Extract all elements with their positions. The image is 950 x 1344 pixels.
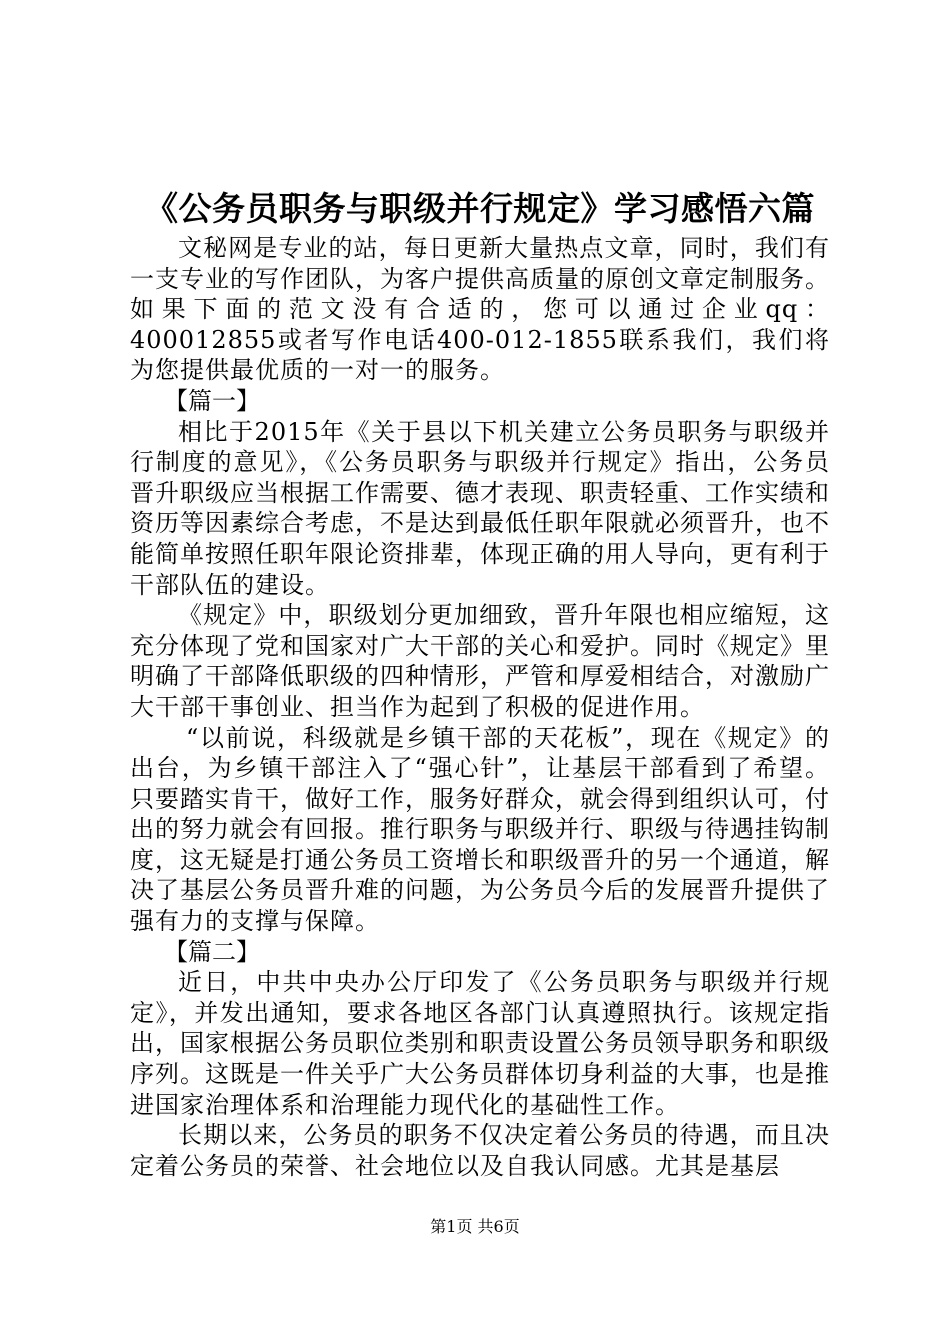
section-1-paragraph-1: 相比于2015年《关于县以下机关建立公务员职务与职级并行制度的意见》，《公务员职务与职级并行规定》指出，公务员晋升职级应当根据工作需要、德才表现、职责轻重、工作实绩和资历等因素综合考虑，不是达到最低任职年限就必须晋升，也不能简单按照任职年限论资排辈，体现正确的用人导向，更有利于干部队伍的建设。 (130, 417, 830, 599)
section-2-paragraph-1: 近日，中共中央办公厅印发了《公务员职务与职级并行规定》，并发出通知，要求各地区各部门认真遵照执行。该规定指出，国家根据公务员职位类别和职责设置公务员领导职务和职级序列。这既是一件关乎广大公务员群体切身利益的大事，也是推进国家治理体系和治理能力现代化的基础性工作。 (130, 968, 830, 1119)
section-heading-2: 【篇二】 (164, 937, 260, 966)
section-2-paragraph-2: 长期以来，公务员的职务不仅决定着公务员的待遇，而且决定着公务员的荣誉、社会地位以及自我认同感。尤其是基层 (130, 1121, 830, 1180)
section-heading-1: 【篇一】 (164, 386, 260, 415)
intro-paragraph: 文秘网是专业的站，每日更新大量热点文章，同时，我们有一支专业的写作团队，为客户提供高质量的原创文章定制服务。如果下面的范文没有合适的，您可以通过企业qq：400012855或者写作电话400-012-1855联系我们，我们将为您提供最优质的一对一的服务。 (130, 234, 830, 385)
section-1-paragraph-2: 《规定》中，职级划分更加细致，晋升年限也相应缩短，这充分体现了党和国家对广大干部的关心和爱护。同时《规定》里明确了干部降低职级的四种情形，严管和厚爱相结合，对激励广大干部干事创业、担当作为起到了积极的促进作用。 (130, 601, 830, 721)
section-1-paragraph-3: “以前说，科级就是乡镇干部的天花板”，现在《规定》的出台，为乡镇干部注入了“强心针”，让基层干部看到了希望。只要踏实肯干，做好工作，服务好群众，就会得到组织认可，付出的努力就会有回报。推行职务与职级并行、职级与待遇挂钩制度，这无疑是打通公务员工资增长和职级晋升的另一个通道，解决了基层公务员晋升难的问题，为公务员今后的发展晋升提供了强有力的支撑与保障。 (130, 723, 830, 936)
page-footer: 第1页 共6页 (430, 1217, 520, 1236)
document-title: 《公务员职务与职级并行规定》学习感悟六篇 (145, 189, 815, 228)
document-body (130, 185, 830, 1181)
